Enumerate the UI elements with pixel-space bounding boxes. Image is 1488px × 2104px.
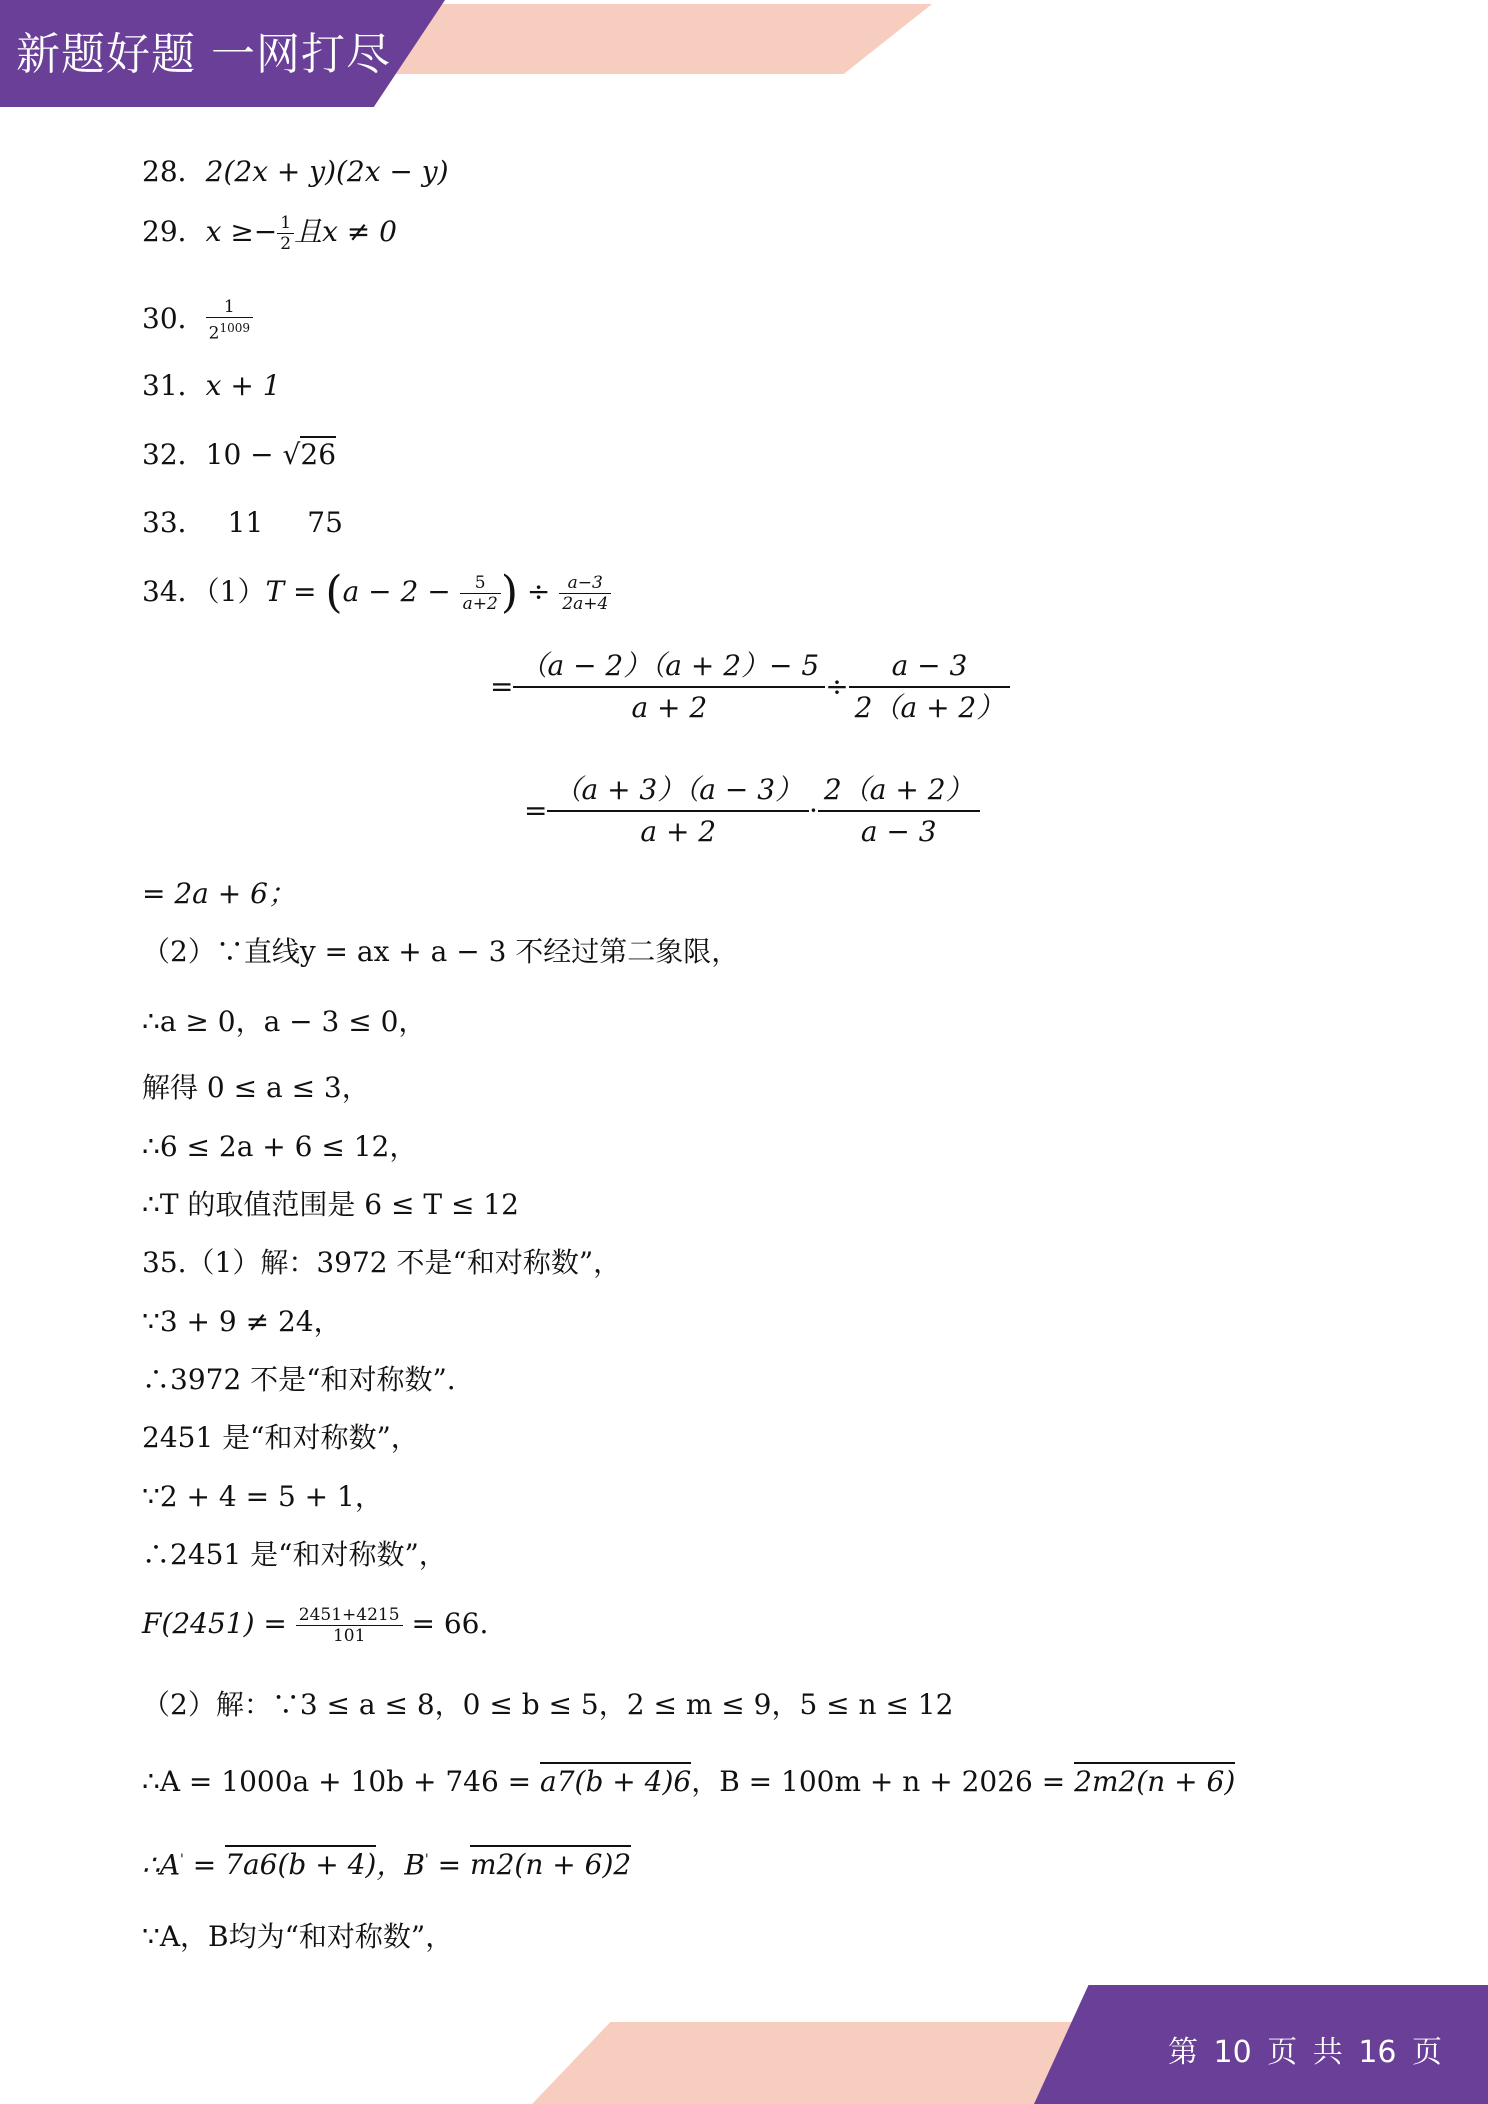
header-title: 新题好题 一网打尽 xyxy=(16,29,391,80)
answer-31: 31．x + 1 xyxy=(142,369,281,402)
fraction: $\frac{1}{2}$ xyxy=(277,213,294,254)
fraction: $\frac{1}{2^{1009}}$ xyxy=(206,297,253,344)
answer-35-line: 35.（1）解：3972 不是“和对称数”， xyxy=(142,1246,622,1279)
answer-35-ab: ∴A = 1000a + 10b + 746 = a7(b + 4)6，B = 100m + n + 2026 = 2m2(n + 6) xyxy=(142,1765,1235,1799)
answer-34-step2: = $\frac{(a - 2)(a + 2)- 5}{a + 2}$ ÷ $\frac{a - 3}{2(a + 2)}$ xyxy=(490,646,1010,728)
fraction: $\frac{(a + 3)(a - 3)}{a + 2}$ xyxy=(547,770,809,852)
answer-34-line: ∴6 ≤ 2a + 6 ≤ 12， xyxy=(142,1130,418,1163)
answer-35-part2: （2）解：∵3 ≤ a ≤ 8，0 ≤ b ≤ 5，2 ≤ m ≤ 9，5 ≤ n ≤ 12 xyxy=(142,1688,954,1721)
answer-35-line: ∵3 + 9 ≠ 24， xyxy=(142,1305,342,1338)
fraction: $\frac{2(a + 2)}{a - 3}$ xyxy=(818,770,980,852)
answer-35-ab-prime: ∴A' = 7a6(b + 4)，B' = m2(n + 6)2 xyxy=(142,1843,631,1882)
answer-35-f-value: F(2451) = $\frac{2451+4215}{101}$ = 66. xyxy=(142,1605,489,1646)
answer-34-part2: （2）∵直线y = ax + a − 3 不经过第二象限， xyxy=(142,935,740,968)
answer-34-line: ∴a ≥ 0，a − 3 ≤ 0， xyxy=(142,1005,427,1038)
answer-32: 32．10 − √26 xyxy=(142,438,337,471)
sqrt-icon: √ xyxy=(282,438,301,471)
answer-34-line: ∴T 的取值范围是 6 ≤ T ≤ 12 xyxy=(142,1188,519,1221)
answer-35-line: 2451 是“和对称数”， xyxy=(142,1421,419,1454)
answer-34-line: 解得 0 ≤ a ≤ 3， xyxy=(142,1071,370,1104)
fraction: $\frac{(a - 2)(a + 2)- 5}{a + 2}$ xyxy=(513,646,825,728)
fraction: $\frac{5}{a+2}$ xyxy=(460,573,501,614)
page-number: 第 10 页 共 16 页 xyxy=(1168,2035,1443,2070)
answer-35-line: ∴2451 是“和对称数”， xyxy=(142,1538,447,1571)
answer-28: 28．2(2x + y)(2x − y) xyxy=(142,155,449,188)
header-accent-stripe xyxy=(380,4,932,74)
answer-33: 33． 11 75 xyxy=(142,506,343,539)
fraction: $\frac{a-3}{2a+4}$ xyxy=(559,573,611,614)
answer-35-line: ∵A，B均为“和对称数”， xyxy=(142,1920,454,1953)
answer-35-line: ∵2 + 4 = 5 + 1， xyxy=(142,1480,383,1513)
answer-34-step3: = $\frac{(a + 3)(a - 3)}{a + 2}$ · $\frac{2(a + 2)}{a - 3}$ xyxy=(524,770,980,852)
fraction: $\frac{a - 3}{2(a + 2)}$ xyxy=(849,646,1011,728)
answer-29: 29．x ≥− $\frac{1}{2}$ 且x ≠ 0 xyxy=(142,213,397,254)
answer-34-result: = 2a + 6； xyxy=(142,877,296,910)
answer-34-expression: 34．（1）T = (a − 2 − $\frac{5}{a+2}$ ) ÷ $\frac{a-3}{2a+4}$ xyxy=(142,573,611,614)
answer-35-line: ∴3972 不是“和对称数”. xyxy=(142,1363,456,1396)
answer-30: 30． $\frac{1}{2^{1009}}$ xyxy=(142,297,253,344)
footer-accent-stripe xyxy=(532,2022,1092,2104)
fraction: $\frac{2451+4215}{101}$ xyxy=(296,1605,403,1646)
